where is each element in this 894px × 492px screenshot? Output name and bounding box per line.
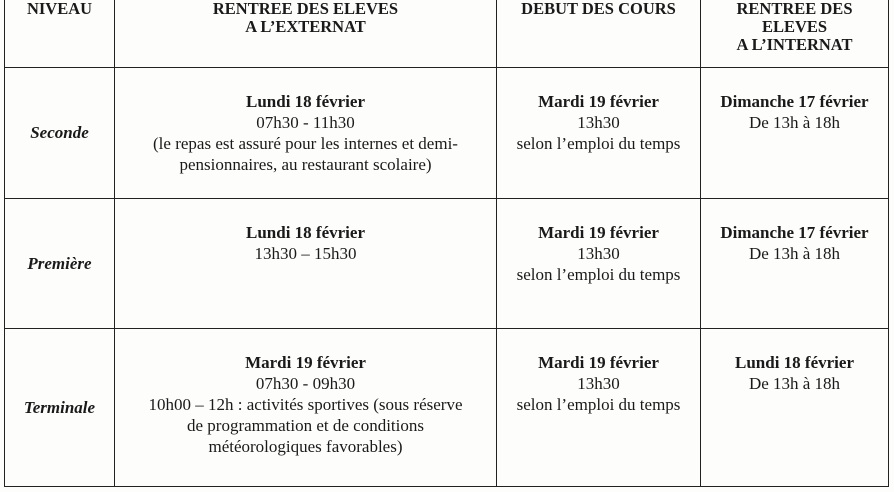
internat-day: Dimanche 17 février: [720, 222, 869, 242]
cours-day: Mardi 19 février: [538, 91, 659, 111]
header-row: [5, 0, 889, 67]
externat-note-line1: 10h00 – 12h : activités sportives (sous réserve: [148, 394, 463, 414]
header-internat-line1: RENTREE DES: [736, 0, 853, 18]
cours-note: selon l’emploi du temps: [516, 133, 681, 153]
externat-hours: 07h30 - 09h30: [255, 373, 356, 393]
externat-day: Mardi 19 février: [245, 352, 366, 372]
internat-day: Dimanche 17 février: [720, 91, 869, 111]
cours-note: selon l’emploi du temps: [516, 264, 681, 284]
internat-day: Lundi 18 février: [735, 352, 854, 372]
header-niveau: NIVEAU: [5, 0, 115, 67]
cours-time: 13h30: [577, 112, 620, 132]
externat-day: Lundi 18 février: [246, 91, 365, 111]
externat-day: Lundi 18 février: [246, 222, 365, 242]
externat-note-line3: météorologiques favorables): [208, 436, 403, 456]
header-externat-line1: RENTREE DES ELEVES: [212, 0, 399, 18]
table-row-terminale: [5, 328, 889, 486]
header-externat-line2: A L’EXTERNAT: [245, 17, 366, 36]
rentree-schedule-table: [4, 0, 889, 487]
externat-hours: 07h30 - 11h30: [256, 112, 355, 132]
header-internat-line3: A L’INTERNAT: [736, 35, 853, 54]
internat-hours: De 13h à 18h: [748, 112, 841, 132]
cours-cell: [497, 328, 701, 486]
externat-cell: [115, 198, 497, 328]
cours-cell: [497, 198, 701, 328]
level-label: Terminale: [5, 328, 115, 486]
header-internat: [701, 0, 889, 67]
externat-note-line2: pensionnaires, au restaurant scolaire): [179, 154, 432, 174]
level-label: Première: [5, 198, 115, 328]
table-row-premiere: [5, 198, 889, 328]
internat-hours: De 13h à 18h: [748, 243, 841, 263]
cours-day: Mardi 19 février: [538, 352, 659, 372]
internat-cell: [701, 67, 889, 198]
level-label: Seconde: [5, 67, 115, 198]
externat-cell: [115, 67, 497, 198]
externat-cell: [115, 328, 497, 486]
cours-note: selon l’emploi du temps: [516, 394, 681, 414]
internat-hours: De 13h à 18h: [748, 373, 841, 393]
cours-time: 13h30: [577, 243, 620, 263]
externat-note-line2: de programmation et de conditions: [187, 415, 424, 435]
cours-time: 13h30: [577, 373, 620, 393]
internat-cell: [701, 198, 889, 328]
table-row-seconde: [5, 67, 889, 198]
cours-day: Mardi 19 février: [538, 222, 659, 242]
cours-cell: [497, 67, 701, 198]
header-cours: DEBUT DES COURS: [497, 0, 701, 67]
internat-cell: [701, 328, 889, 486]
externat-hours: 13h30 – 15h30: [254, 243, 357, 263]
externat-note-line1: (le repas est assuré pour les internes et demi-: [153, 133, 458, 153]
header-externat: [115, 0, 497, 67]
header-internat-line2: ELEVES: [761, 17, 828, 36]
